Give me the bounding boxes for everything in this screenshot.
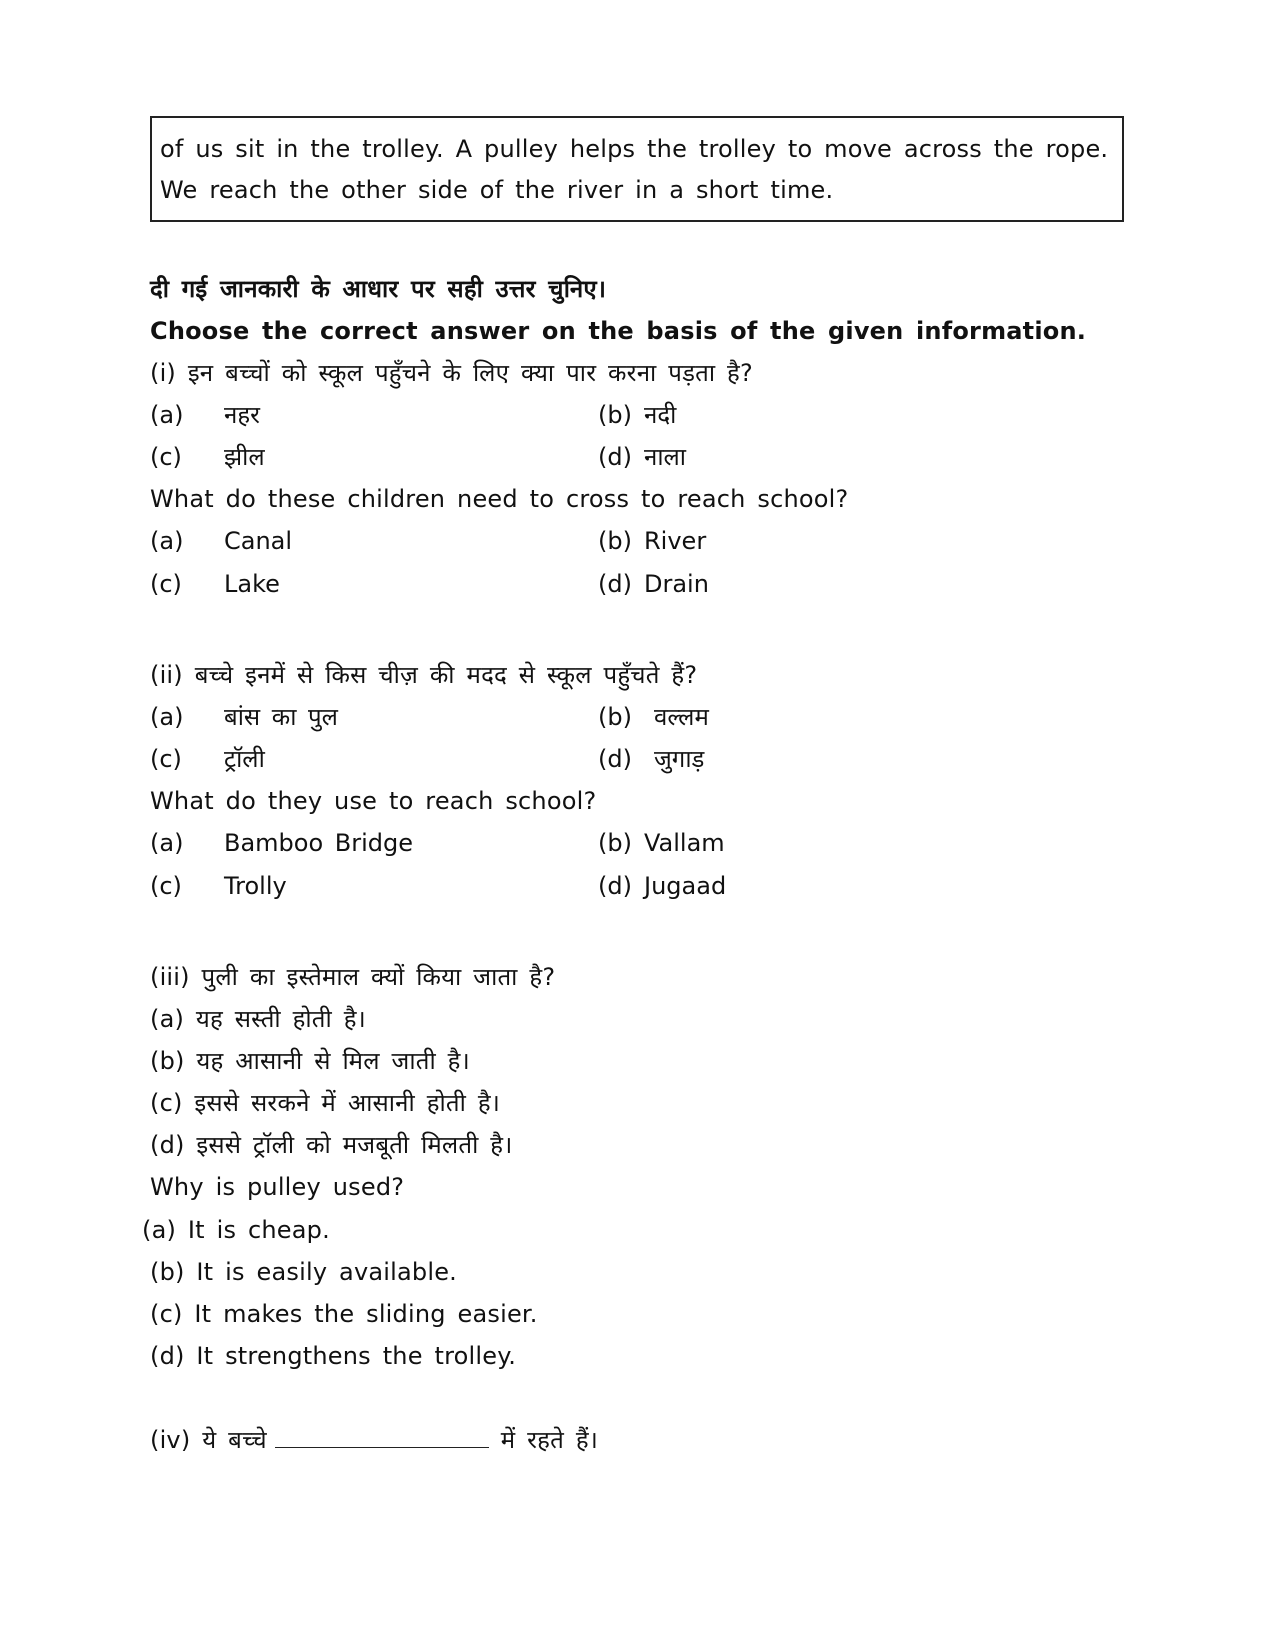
q2-english-option-b-label: (b) — [598, 829, 632, 857]
q2-hindi-option-d: जुगाड़ — [654, 745, 705, 773]
q2-hindi-question: (ii) बच्चे इनमें से किस चीज़ की मदद से स्कूल पहुँचते हैं? — [150, 661, 698, 689]
q2-english-question: What do they use to reach school? — [150, 787, 597, 815]
q1-english-option-d: Drain — [644, 570, 709, 598]
q4-question — [150, 1425, 598, 1455]
q2-english-option-c-label: (c) — [150, 872, 182, 900]
q1-english-option-a-label: (a) — [150, 527, 184, 555]
q3-hindi-question: (iii) पुली का इस्तेमाल क्यों किया जाता है? — [150, 963, 556, 991]
q4-suffix: में रहते हैं। — [500, 1426, 599, 1454]
q1-hindi-option-a: नहर — [224, 401, 260, 429]
q1-hindi-question: (i) इन बच्चों को स्कूल पहुँचने के लिए क्या पार करना पड़ता है? — [150, 359, 753, 387]
q3-english-option-a: (a) It is cheap. — [142, 1216, 330, 1244]
q1-english-option-c: Lake — [224, 570, 280, 598]
q2-english-option-b: Vallam — [644, 829, 725, 857]
passage-box — [150, 116, 1124, 222]
q2-hindi-option-c-label: (c) — [150, 745, 182, 773]
q3-english-question: Why is pulley used? — [150, 1173, 405, 1201]
q2-english-option-d: Jugaad — [644, 872, 727, 900]
q1-hindi-option-b: नदी — [644, 401, 677, 429]
q2-hindi-option-b: वल्लम — [654, 703, 709, 731]
q2-english-option-d-label: (d) — [598, 872, 632, 900]
q1-english-question: What do these children need to cross to reach school? — [150, 485, 849, 513]
q3-hindi-option-b: (b) यह आसानी से मिल जाती है। — [150, 1047, 470, 1075]
passage-line-1: of us sit in the trolley. A pulley helps the trolley to move across the rope. — [160, 135, 1109, 163]
q1-english-option-d-label: (d) — [598, 570, 632, 598]
q1-hindi-option-c-label: (c) — [150, 443, 182, 471]
q1-hindi-option-c: झील — [224, 443, 265, 471]
q3-hindi-option-c: (c) इससे सरकने में आसानी होती है। — [150, 1089, 501, 1117]
instruction-hindi: दी गई जानकारी के आधार पर सही उत्तर चुनिए। — [150, 275, 607, 303]
q3-hindi-option-d: (d) इससे ट्रॉली को मजबूती मिलती है। — [150, 1131, 513, 1159]
q1-english-option-c-label: (c) — [150, 570, 182, 598]
q1-english-option-b: River — [644, 527, 707, 555]
q2-hindi-option-b-label: (b) — [598, 703, 632, 731]
q3-english-option-c: (c) It makes the sliding easier. — [150, 1300, 538, 1328]
q3-english-option-d: (d) It strengthens the trolley. — [150, 1342, 517, 1370]
passage-line-2: We reach the other side of the river in a short time. — [160, 176, 834, 204]
instruction-english: Choose the correct answer on the basis of the given information. — [150, 317, 1087, 345]
q4-answer-blank — [275, 1425, 489, 1448]
q3-hindi-option-a: (a) यह सस्ती होती है। — [150, 1005, 366, 1033]
q1-english-option-b-label: (b) — [598, 527, 632, 555]
q1-hindi-option-d-label: (d) — [598, 443, 632, 471]
q1-hindi-option-d: नाला — [644, 443, 687, 471]
q2-hindi-option-c: ट्रॉली — [224, 745, 265, 773]
q1-hindi-option-a-label: (a) — [150, 401, 184, 429]
q4-prefix: (iv) ये बच्चे — [150, 1426, 267, 1454]
q2-english-option-a: Bamboo Bridge — [224, 829, 414, 857]
q2-hindi-option-a-label: (a) — [150, 703, 184, 731]
q2-hindi-option-d-label: (d) — [598, 745, 632, 773]
q2-english-option-a-label: (a) — [150, 829, 184, 857]
q2-english-option-c: Trolly — [224, 872, 287, 900]
q1-english-option-a: Canal — [224, 527, 293, 555]
q1-hindi-option-b-label: (b) — [598, 401, 632, 429]
q2-hindi-option-a: बांस का पुल — [224, 703, 338, 731]
q3-english-option-b: (b) It is easily available. — [150, 1258, 458, 1286]
